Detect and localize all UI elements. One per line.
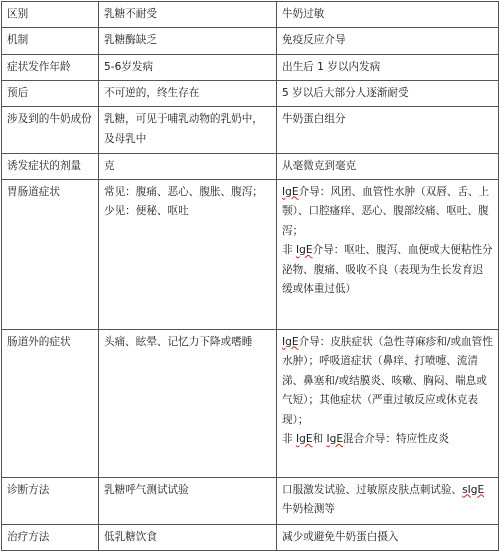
table-row bbox=[2, 55, 499, 81]
row-lactose: 乳糖呼气测试试验 bbox=[99, 477, 277, 524]
gi-milk-nonige bbox=[282, 241, 493, 300]
table-row bbox=[2, 81, 499, 107]
row-lactose bbox=[99, 179, 277, 329]
ige-term: IgE bbox=[295, 433, 313, 445]
row-milk: 牛奶蛋白组分 bbox=[277, 107, 499, 154]
diag-milk-tail: 牛奶检测等 bbox=[282, 503, 335, 515]
table-row bbox=[2, 154, 499, 180]
row-lactose: 乳糖酶缺乏 bbox=[99, 28, 277, 55]
ige-term: IgE bbox=[295, 244, 313, 256]
ige-term: IgE bbox=[282, 185, 299, 198]
row-label: 症状发作年龄 bbox=[2, 55, 99, 81]
row-milk: 免疫反应介导 bbox=[277, 28, 499, 55]
gi-milk-ige-text: 介导：风团、血管性水肿（双唇、舌、上颚）、口腔瘙痒、恶心、腹部绞痛、呕吐、腹泻； bbox=[282, 185, 490, 237]
row-label: 诱发症状的剂量 bbox=[2, 154, 99, 180]
header-lactose-cell: 乳糖不耐受 bbox=[99, 2, 277, 28]
extra-milk-mixed-and: 和 bbox=[312, 433, 327, 445]
row-lactose: 克 bbox=[99, 154, 277, 180]
table-row bbox=[2, 107, 499, 154]
row-milk bbox=[277, 179, 499, 329]
row-lactose: 不可逆的，终生存在 bbox=[99, 81, 277, 107]
table-header-row bbox=[2, 2, 499, 28]
table-row-diagnosis bbox=[2, 477, 499, 524]
row-label: 机制 bbox=[2, 28, 99, 55]
gi-milk-nonige-text: 介导：呕吐、腹泻、血便或大便粘性分泌物、腹痛、吸收不良（表现为生长发育迟缓或体重过低） bbox=[282, 244, 493, 295]
sige-term: sIgE bbox=[462, 483, 485, 496]
row-milk bbox=[277, 477, 499, 524]
row-label: 诊断方法 bbox=[2, 477, 99, 524]
row-lactose: 乳糖，可见于哺乳动物的乳奶中，及母乳中 bbox=[99, 107, 277, 154]
row-label: 预后 bbox=[2, 81, 99, 107]
row-milk: 从毫微克到毫克 bbox=[277, 154, 499, 180]
extra-milk-ige-text: 介导：皮肤症状（急性荨麻疹和/或血管性水肿）；呼吸道症状（鼻痒、打喷嚏、流清涕、鼻塞和/或结膜炎、咳嗽、胸闷、喘息或气短）；其他症状（严重过敏反应或休克表现）； bbox=[282, 335, 493, 426]
table-row bbox=[2, 28, 499, 55]
row-milk: 出生后 1 岁以内发病 bbox=[277, 55, 499, 81]
header-milk-cell: 牛奶过敏 bbox=[277, 2, 499, 28]
gi-milk-nonige-prefix: 非 bbox=[282, 244, 296, 256]
gi-milk-ige bbox=[282, 183, 493, 242]
row-label: 肠道外的症状 bbox=[2, 329, 99, 477]
row-milk: 5 岁以后大部分人逐渐耐受 bbox=[277, 81, 499, 107]
row-label: 涉及到的牛奶成份 bbox=[2, 107, 99, 154]
row-label: 治疗方法 bbox=[2, 524, 99, 550]
extra-milk-mixed-prefix: 非 bbox=[282, 433, 296, 445]
table-row-extraintestinal bbox=[2, 329, 499, 477]
gi-lactose-rare: 少见：便秘、呕吐 bbox=[104, 205, 189, 217]
row-milk: 减少或避免牛奶蛋白摄入 bbox=[277, 524, 499, 550]
extra-milk-mixed bbox=[282, 430, 493, 450]
row-lactose: 头痛、眩晕、记忆力下降或嗜睡 bbox=[99, 329, 277, 477]
ige-term: IgE bbox=[326, 433, 344, 445]
ige-term: IgE bbox=[282, 335, 299, 348]
comparison-table bbox=[1, 1, 499, 551]
row-lactose: 5-6岁发病 bbox=[99, 55, 277, 81]
header-label-cell: 区别 bbox=[2, 2, 99, 28]
gi-lactose-common: 常见：腹痛、恶心、腹胀、腹泻； bbox=[104, 185, 263, 198]
table-row-gi-symptoms bbox=[2, 179, 499, 329]
diag-milk-text: 口服激发试验、过敏原皮肤点刺试验、 bbox=[282, 483, 463, 496]
row-lactose: 低乳糖饮食 bbox=[99, 524, 277, 550]
table-row-treatment bbox=[2, 524, 499, 550]
row-milk bbox=[277, 329, 499, 477]
row-label: 胃肠道症状 bbox=[2, 179, 99, 329]
extra-milk-mixed-text: 混合介导：特应性皮炎 bbox=[343, 433, 449, 445]
extra-milk-ige bbox=[282, 333, 493, 431]
